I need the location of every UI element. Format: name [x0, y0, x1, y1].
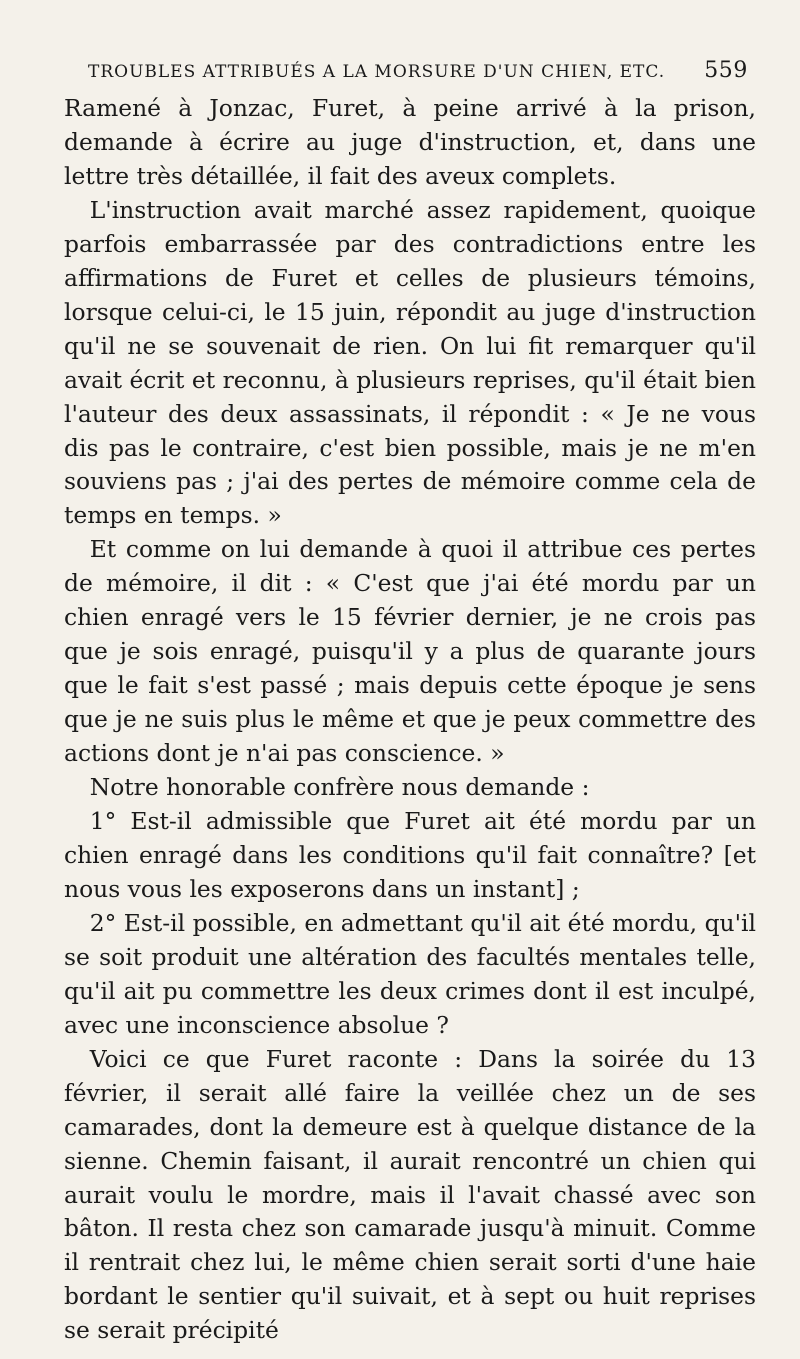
- paragraph: 1° Est-il admissible que Furet ait été mordu par un chien enragé dans les conditions qu'il fait connaître? [et nous vous les exposerons dans un instant] ;: [64, 807, 756, 903]
- paragraph: Ramené à Jonzac, Furet, à peine arrivé à la prison, demande à écrire au juge d'instruction, et, dans une lettre très détaillée, il fait des aveux complets.: [64, 94, 756, 190]
- running-title: TROUBLES ATTRIBUÉS A LA MORSURE D'UN CHIEN, ETC.: [88, 62, 666, 82]
- body-text: [64, 92, 756, 1348]
- paragraph: 2° Est-il possible, en admettant qu'il ait été mordu, qu'il se soit produit une altération des facultés mentales telle, qu'il ait pu commettre les deux crimes dont il est inculpé, avec une inconscience absolue ?: [64, 908, 756, 1039]
- running-head: [88, 58, 748, 92]
- paragraph: L'instruction avait marché assez rapidement, quoique parfois embarrassée par des contradictions entre les affirmations de Furet et celles de plusieurs témoins, lorsque celui-ci, le 15 juin, répondit au juge d'instruction qu'il ne se souvenait de rien. On lui fit remarquer qu'il avait écrit et reconnu, à plusieurs reprises, qu'il était bien l'auteur des deux assassinats, il répondit : « Je ne vous dis pas le contraire, c'est bien possible, mais je ne m'en souviens pas ; j'ai des pertes de mémoire comme cela de temps en temps. »: [64, 195, 756, 530]
- page-number: 559: [704, 58, 748, 83]
- paragraph: Et comme on lui demande à quoi il attribue ces pertes de mémoire, il dit : « C'est que j'ai été mordu par un chien enragé vers le 15 février dernier, je ne crois pas que je sois enragé, puisqu'il y a plus de quarante jours que le fait s'est passé ; mais depuis cette époque je sens que je ne suis plus le même et que je peux commettre des actions dont je n'ai pas conscience. »: [64, 535, 756, 768]
- paragraph: Notre honorable confrère nous demande :: [89, 773, 590, 802]
- paragraph: Voici ce que Furet raconte : Dans la soirée du 13 février, il serait allé faire la veillée chez un de ses camarades, dont la demeure est à quelque distance de la sienne. Chemin faisant, il aurait rencontré un chien qui aurait voulu le mordre, mais il l'avait chassé avec son bâton. Il resta chez son camarade jusqu'à minuit. Comme il rentrait chez lui, le même chien serait sorti d'une haie bordant le sentier qu'il suivait, et à sept ou huit reprises se serait précipité: [64, 1044, 756, 1345]
